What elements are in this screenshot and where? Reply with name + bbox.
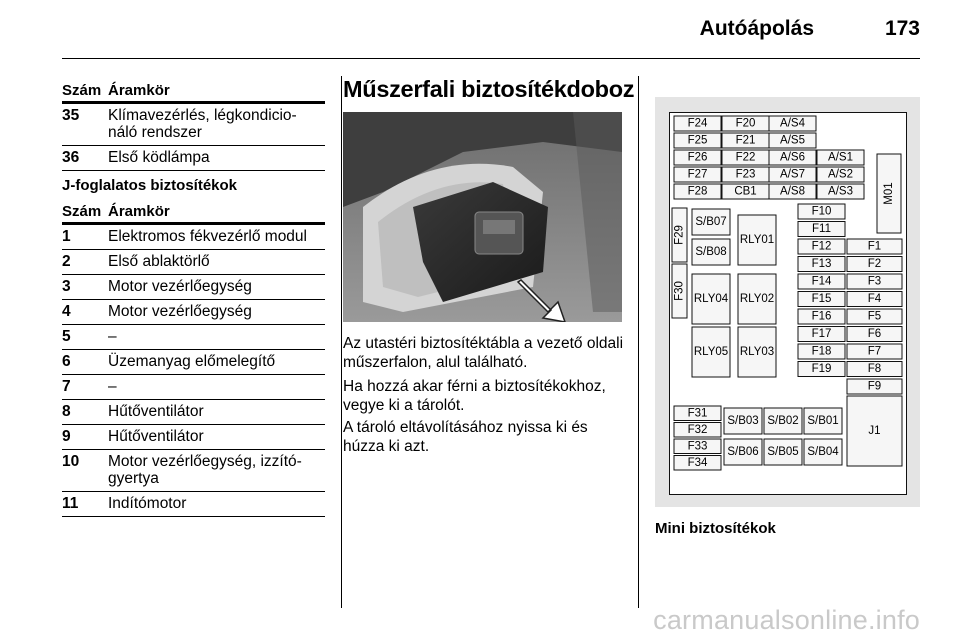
table-row: [62, 425, 325, 450]
column-divider-right: [638, 76, 639, 608]
fuse-slot: [769, 167, 816, 182]
fuse-label: A/S3: [828, 185, 853, 198]
fuse-label: A/S5: [780, 134, 805, 147]
table-row: [62, 225, 325, 250]
fuse-label: F25: [687, 134, 708, 147]
fuse-number: 3: [62, 278, 71, 295]
fuse-label: F34: [687, 456, 708, 469]
fuse-slot: [764, 439, 802, 465]
fuse-slot: [674, 456, 721, 471]
watermark: carmanualsonline.info: [653, 605, 920, 635]
fuse-slot: [798, 274, 845, 289]
fuse-label: A/S4: [780, 117, 805, 130]
fuse-number: 2: [62, 253, 71, 270]
relay-rly05: [692, 327, 730, 377]
fuse-label: J1: [868, 425, 881, 437]
fuse-label: F2: [867, 258, 882, 270]
table-row: [62, 275, 325, 300]
fuse-label: F18: [811, 345, 832, 358]
fuse-label: F33: [687, 440, 708, 453]
table-header: [62, 203, 325, 225]
col-circuit-header: Áramkör: [108, 82, 170, 99]
fuse-number: 1: [62, 228, 71, 245]
circuit-name: Motor vezérlőegység: [108, 278, 252, 295]
table-row: [62, 400, 325, 425]
fuse-slot: [798, 204, 845, 219]
fuse-label: A/S7: [780, 168, 805, 181]
fuse-label: F15: [811, 293, 832, 305]
fuse-slot: [769, 133, 816, 148]
fuse-label: S/B06: [727, 446, 759, 458]
fuse-number: 7: [62, 378, 71, 395]
fuse-slot: [804, 439, 842, 465]
fuse-slot: [847, 379, 902, 394]
circuit-name: Indítómotor: [108, 495, 187, 512]
fuse-label: F9: [867, 380, 882, 393]
fuse-label: A/S2: [828, 168, 853, 181]
fuse-label: RLY02: [739, 293, 775, 305]
fuse-slot: [674, 133, 721, 148]
circuit-name: Klímavezérlés, légkondicio- náló rendszer: [108, 107, 297, 141]
fuse-label: S/B02: [767, 415, 799, 427]
fuse-label: S/B03: [727, 415, 759, 427]
fuse-diagram-panel: [655, 97, 920, 507]
fuse-label: A/S6: [780, 151, 805, 164]
fuse-slot: [769, 150, 816, 165]
fuse-label: F14: [811, 275, 832, 288]
fuse-number: 9: [62, 428, 71, 445]
circuit-name: Motor vezérlőegység, izzító- gyertya: [108, 453, 302, 487]
fuse-slot: [798, 309, 845, 324]
relay-rly01: [738, 215, 776, 265]
fuse-label: F29: [673, 225, 686, 245]
fuse-slot: [798, 257, 845, 272]
paragraph-removal: A tároló eltávolításához nyissa ki és húzza ki azt.: [343, 419, 588, 455]
fuse-slot: [722, 150, 769, 165]
table-row: [62, 146, 325, 171]
fuse-slot: [817, 184, 864, 199]
fuse-label: S/B05: [767, 446, 799, 458]
fuse-number: 35: [62, 107, 80, 124]
fuse-label: F19: [811, 363, 832, 375]
col-circuit-header: Áramkör: [108, 203, 170, 220]
fuse-label: F11: [812, 223, 831, 235]
fuse-label: F26: [687, 151, 708, 164]
fuse-slot: [817, 167, 864, 182]
fuse-f30: [672, 264, 687, 318]
table-row: [62, 450, 325, 492]
fuse-number: 36: [62, 149, 80, 166]
fuse-label: RLY01: [739, 234, 775, 246]
fuse-label: F16: [811, 310, 832, 323]
fuse-label: M01: [883, 182, 895, 205]
circuit-name: –: [108, 378, 117, 395]
fuse-label: CB1: [734, 185, 757, 198]
table-row: [62, 350, 325, 375]
circuit-name: –: [108, 328, 117, 345]
fuse-slot: [674, 423, 721, 438]
fuse-f29: [672, 208, 687, 262]
paragraph-access: Ha hozzá akar férni a biztosítékokhoz, vegye ki a tárolót.: [343, 378, 606, 414]
relay-rly02: [738, 274, 776, 324]
fuse-slot: [847, 257, 902, 272]
fuse-label: F10: [811, 205, 832, 218]
fuse-label: F4: [867, 293, 882, 305]
fuse-label: RLY04: [693, 293, 729, 305]
fuse-number: 6: [62, 353, 71, 370]
relay-rly03: [738, 327, 776, 377]
fuse-j1: [847, 396, 902, 466]
fuse-label: F31: [687, 407, 708, 420]
fuse-slot: [722, 167, 769, 182]
fuse-label: F24: [687, 117, 708, 130]
page-number: 173: [884, 17, 920, 40]
fuse-slot: [798, 362, 845, 377]
fuse-label: F30: [673, 281, 686, 301]
fuse-slot: [847, 239, 902, 254]
fuse-label: F13: [811, 258, 832, 270]
table-header: [62, 82, 325, 104]
table-row: [62, 375, 325, 400]
fuse-slot: [674, 439, 721, 454]
fuse-slot: [804, 408, 842, 434]
section-heading: Műszerfali biztosítékdoboz: [343, 76, 635, 102]
col-number-header: Szám: [62, 82, 102, 99]
fuse-slot: [847, 274, 902, 289]
fuse-label: F21: [735, 134, 756, 147]
fuse-label: F28: [687, 185, 708, 198]
page-section-title: Autóápolás: [699, 17, 814, 40]
j-fuses-heading: J-foglalatos biztosítékok: [62, 177, 238, 194]
fuse-number: 5: [62, 328, 71, 345]
fuse-label: A/S8: [780, 185, 805, 198]
fuse-label: S/B08: [695, 246, 727, 258]
fuse-slot: [724, 439, 762, 465]
fuse-box-location-photo: [343, 112, 622, 322]
fuse-slot: [847, 327, 902, 342]
fuse-sb08: [692, 239, 730, 265]
fuse-slot: [847, 344, 902, 359]
fuse-label: F12: [811, 240, 832, 253]
col-number-header: Szám: [62, 203, 102, 220]
fuse-label: F23: [735, 168, 756, 181]
fuse-label: RLY05: [693, 346, 729, 358]
header-rule: [62, 58, 920, 59]
fuse-label: S/B04: [807, 446, 839, 458]
circuit-name: Első ködlámpa: [108, 149, 210, 166]
table-row: [62, 300, 325, 325]
fuse-label: F1: [867, 240, 882, 253]
fuse-label: RLY03: [739, 346, 775, 358]
fuse-slot: [722, 133, 769, 148]
circuit-name: Hűtőventilátor: [108, 428, 204, 445]
fuse-label: F20: [735, 117, 756, 130]
fuse-slot: [847, 292, 902, 307]
fuse-label: S/B01: [807, 415, 839, 427]
fuse-slot: [722, 184, 769, 199]
fuse-number: 11: [62, 495, 79, 512]
fuse-slot: [798, 327, 845, 342]
fuse-label: F32: [687, 423, 708, 436]
table-row: [62, 325, 325, 350]
table-row: [62, 492, 325, 517]
circuit-name: Első ablaktörlő: [108, 253, 210, 270]
fuse-slot: [722, 116, 769, 131]
column-divider-left: [341, 76, 342, 608]
fuse-label: S/B07: [695, 216, 727, 228]
fuse-table-j: [62, 203, 325, 517]
fuse-slot: [817, 150, 864, 165]
fuse-slot: [769, 184, 816, 199]
fuse-slot: [674, 406, 721, 421]
paragraph-location: Az utastéri biztosítéktábla a vezető oldali műszerfalon, alul található.: [343, 335, 624, 371]
fuse-label: F6: [867, 328, 882, 340]
fuse-slot: [724, 408, 762, 434]
relay-m01: [877, 154, 901, 233]
fuse-number: 10: [62, 453, 80, 470]
fuse-slot: [764, 408, 802, 434]
diagram-caption: Mini biztosítékok: [655, 520, 776, 537]
fuse-slot: [798, 292, 845, 307]
circuit-name: Elektromos fékvezérlő modul: [108, 228, 307, 245]
circuit-name: Motor vezérlőegység: [108, 303, 252, 320]
relay-rly04: [692, 274, 730, 324]
circuit-name: Üzemanyag előmelegítő: [108, 353, 276, 370]
fuse-number: 8: [62, 403, 71, 420]
fuse-slot: [798, 222, 845, 237]
fuse-table-top: [62, 82, 325, 171]
table-row: [62, 104, 325, 146]
circuit-name: Hűtőventilátor: [108, 403, 204, 420]
fuse-slot: [674, 150, 721, 165]
fuse-number: 4: [62, 303, 71, 320]
fuse-slot: [798, 344, 845, 359]
fuse-label: F17: [811, 328, 832, 340]
fuse-slot: [847, 309, 902, 324]
fuse-label: F27: [687, 168, 708, 181]
fuse-label: F22: [735, 151, 756, 164]
fuse-slot: [798, 239, 845, 254]
fuse-label: F8: [867, 363, 882, 375]
fuse-label: F5: [867, 310, 882, 323]
fuse-slot: [674, 167, 721, 182]
fuse-slot: [769, 116, 816, 131]
fuse-slot: [674, 116, 721, 131]
fuse-layout-diagram: [669, 112, 907, 495]
fuse-label: F7: [867, 345, 882, 358]
fuse-label: F3: [867, 275, 882, 288]
fuse-slot: [847, 362, 902, 377]
fuse-slot: [674, 184, 721, 199]
fuse-label: A/S1: [828, 151, 853, 164]
table-row: [62, 250, 325, 275]
fuse-sb07: [692, 209, 730, 235]
